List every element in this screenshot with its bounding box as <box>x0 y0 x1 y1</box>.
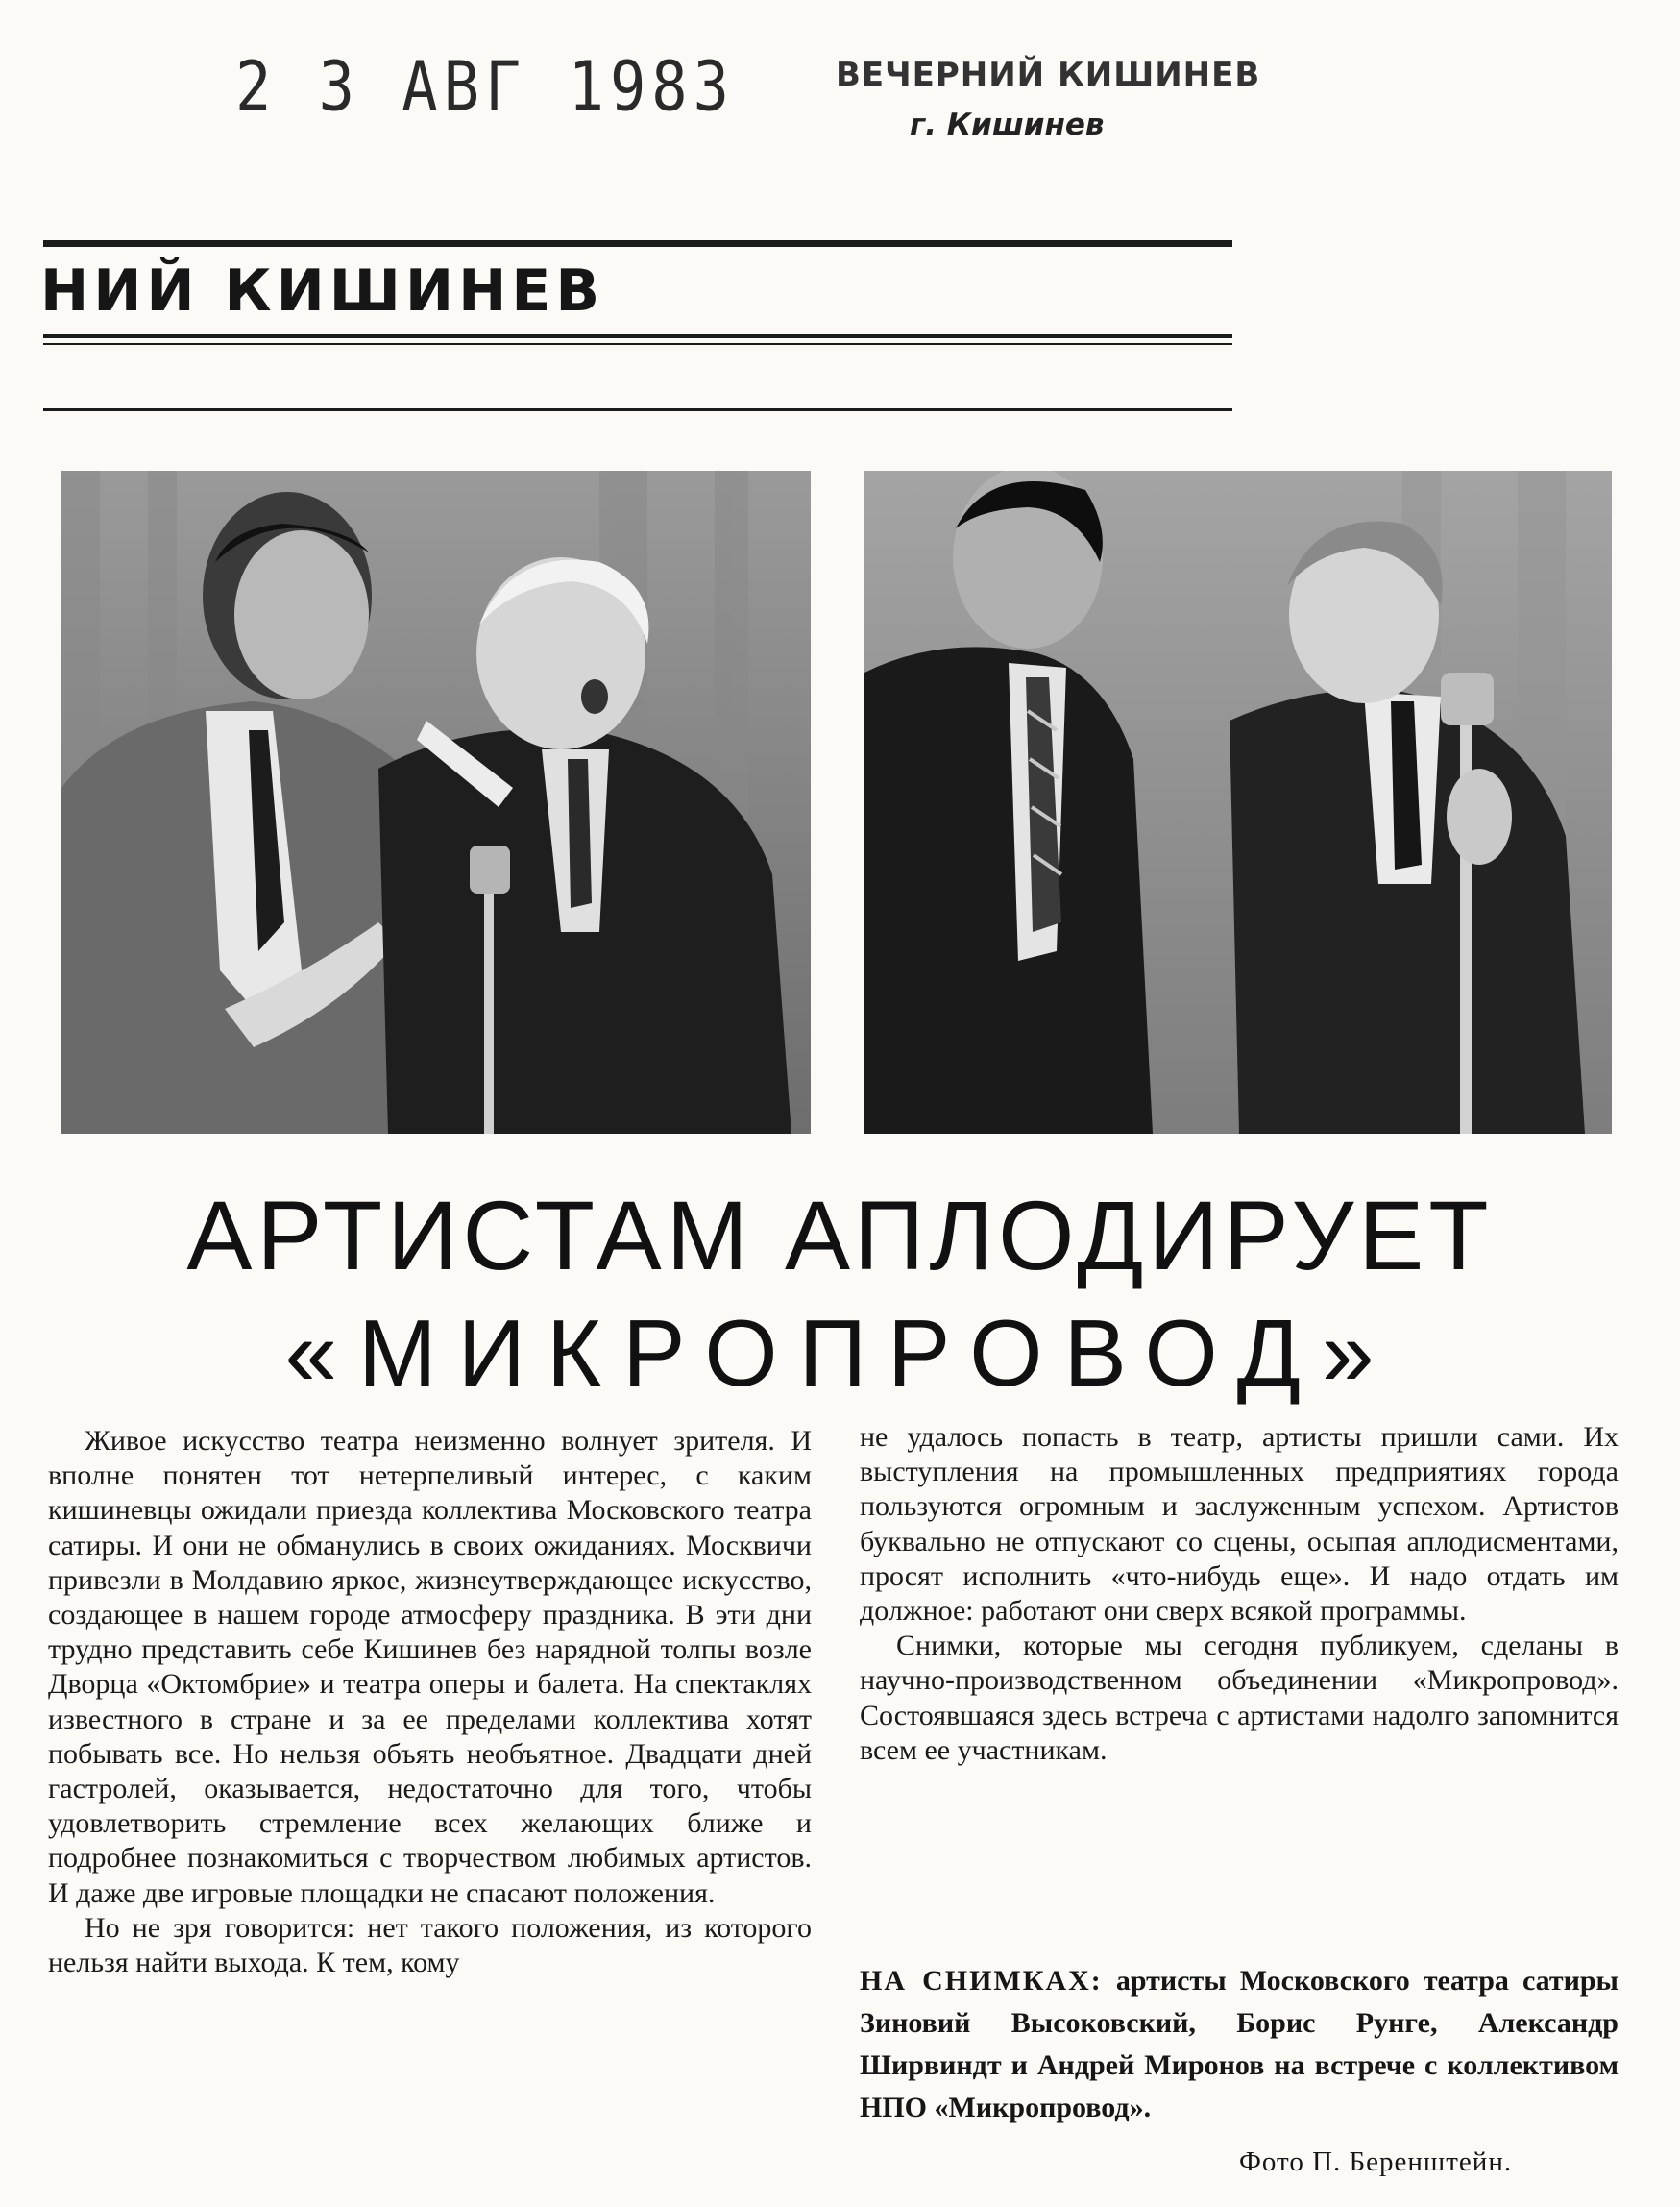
date-stamp: 2 3 АВГ 1983 <box>235 46 735 127</box>
caption-lead: НА СНИМКАХ: <box>860 1965 1103 1997</box>
masthead-title: НИЙ КИШИНЕВ <box>40 257 605 325</box>
article-paragraph-4: Снимки, которые мы сегодня публикуем, сделаны в научно-производственном объединении «Микропровод». Состоявшаяся здесь встреча с артистами надолго запомнится всем ее участникам. <box>860 1630 1619 1766</box>
article-column-2 <box>860 1420 1619 1768</box>
photo-caption <box>860 1960 1619 2129</box>
masthead-rule-top <box>43 240 1232 247</box>
photo-credit: Фото П. Беренштейн. <box>1239 2146 1513 2177</box>
article-paragraph-3: не удалось попасть в театр, артисты пришли сами. Их выступления на промышленных предприятиях города пользуются огромным и заслуженным успехом. Артистов буквально не отпускают со сцены, осыпая аплодисментами, просят исполнить «что-нибудь еще». И надо отдать им должное: работают они сверх всякой программы. <box>860 1421 1619 1628</box>
headline-line-2: «МИКРОПРОВОД» <box>284 1300 1396 1406</box>
article-column-1 <box>48 1424 812 1980</box>
masthead-rule-lower <box>43 408 1232 411</box>
article-paragraph-2: Но не зря говорится: нет такого положения, из которого нельзя найти выхода. К тем, кому <box>48 1911 812 1979</box>
newspaper-name-stamp: ВЕЧЕРНИЙ КИШИНЕВ <box>836 56 1261 94</box>
masthead-rule-thin <box>43 343 1232 345</box>
masthead-rule-bottom <box>43 334 1232 338</box>
photo-left <box>61 471 811 1134</box>
headline-line-1: АРТИСТАМ АПЛОДИРУЕТ <box>186 1181 1494 1290</box>
article-paragraph-1: Живое искусство театра неизменно волнует зрителя. И вполне понятен тот нетерпеливый интерес, с каким кишиневцы ожидали приезда коллектива Московского театра сатиры. И они не обманулись в своих ожиданиях. Москвичи привезли в Молдавию яркое, жизнеутверждающее искусство, создающее в нашем городе атмосферу праздника. В эти дни трудно представить себе Кишинев без нарядной толпы возле Дворца «Октомбрие» и театра оперы и балета. На спектаклях известного в стране и за ее пределами коллектива хотят побывать все. Но нельзя объять необъятное. Двадцати дней гастролей, оказывается, недостаточно для того, чтобы удовлетворить стремление всех желающих ближе и подробнее познакомиться с творчеством любимых артистов. И даже две игровые площадки не спасают положения. <box>48 1425 812 1909</box>
city-stamp: г. Кишинев <box>910 108 1105 142</box>
caption-text: артисты Московского театра сатиры Зиновий Высоковский, Борис Рунге, Александр Ширвиндт и Андрей Миронов на встрече с коллективом НПО «Микропровод». <box>860 1965 1619 2123</box>
photo-right <box>864 471 1612 1134</box>
